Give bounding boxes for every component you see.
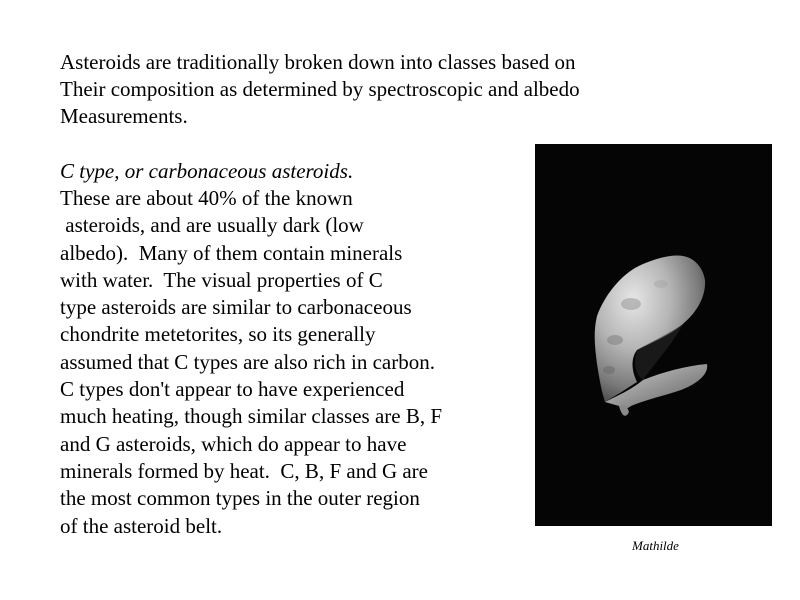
body-line: type asteroids are similar to carbonaceous (60, 295, 412, 320)
intro-line: Measurements. (60, 104, 188, 128)
section-body (60, 185, 530, 540)
body-line: with water. The visual properties of C (60, 267, 383, 292)
body-line: These are about 40% of the known (60, 186, 353, 210)
body-line: and G asteroids, which do appear to have (60, 431, 407, 456)
crater (603, 366, 615, 374)
body-line: much heating, though similar classes are B, F (60, 404, 443, 429)
body-line: albedo). Many of them contain minerals (60, 240, 403, 265)
crater (654, 280, 668, 288)
body-line: C types don't appear to have experienced (60, 377, 405, 402)
asteroid-photo (535, 144, 772, 526)
figure-caption: Mathilde (632, 538, 679, 553)
crater (607, 335, 623, 345)
intro-line: Asteroids are traditionally broken down into classes based on (60, 50, 576, 74)
body-line: asteroids, and are usually dark (low (60, 213, 364, 238)
crater (621, 298, 641, 310)
intro-line: Their composition as determined by spectroscopic and albedo (60, 77, 580, 101)
asteroid-image (535, 144, 772, 526)
body-line: chondrite metetorites, so its generally (60, 322, 376, 347)
body-line: of the asteroid belt. (60, 513, 223, 538)
body-line: assumed that C types are also rich in carbon. (60, 349, 435, 374)
section-heading: C type, or carbonaceous asteroids. (60, 159, 354, 183)
body-line: the most common types in the outer region (60, 486, 420, 511)
intro-paragraph (60, 49, 700, 130)
body-line: minerals formed by heat. C, B, F and G are (60, 458, 428, 483)
